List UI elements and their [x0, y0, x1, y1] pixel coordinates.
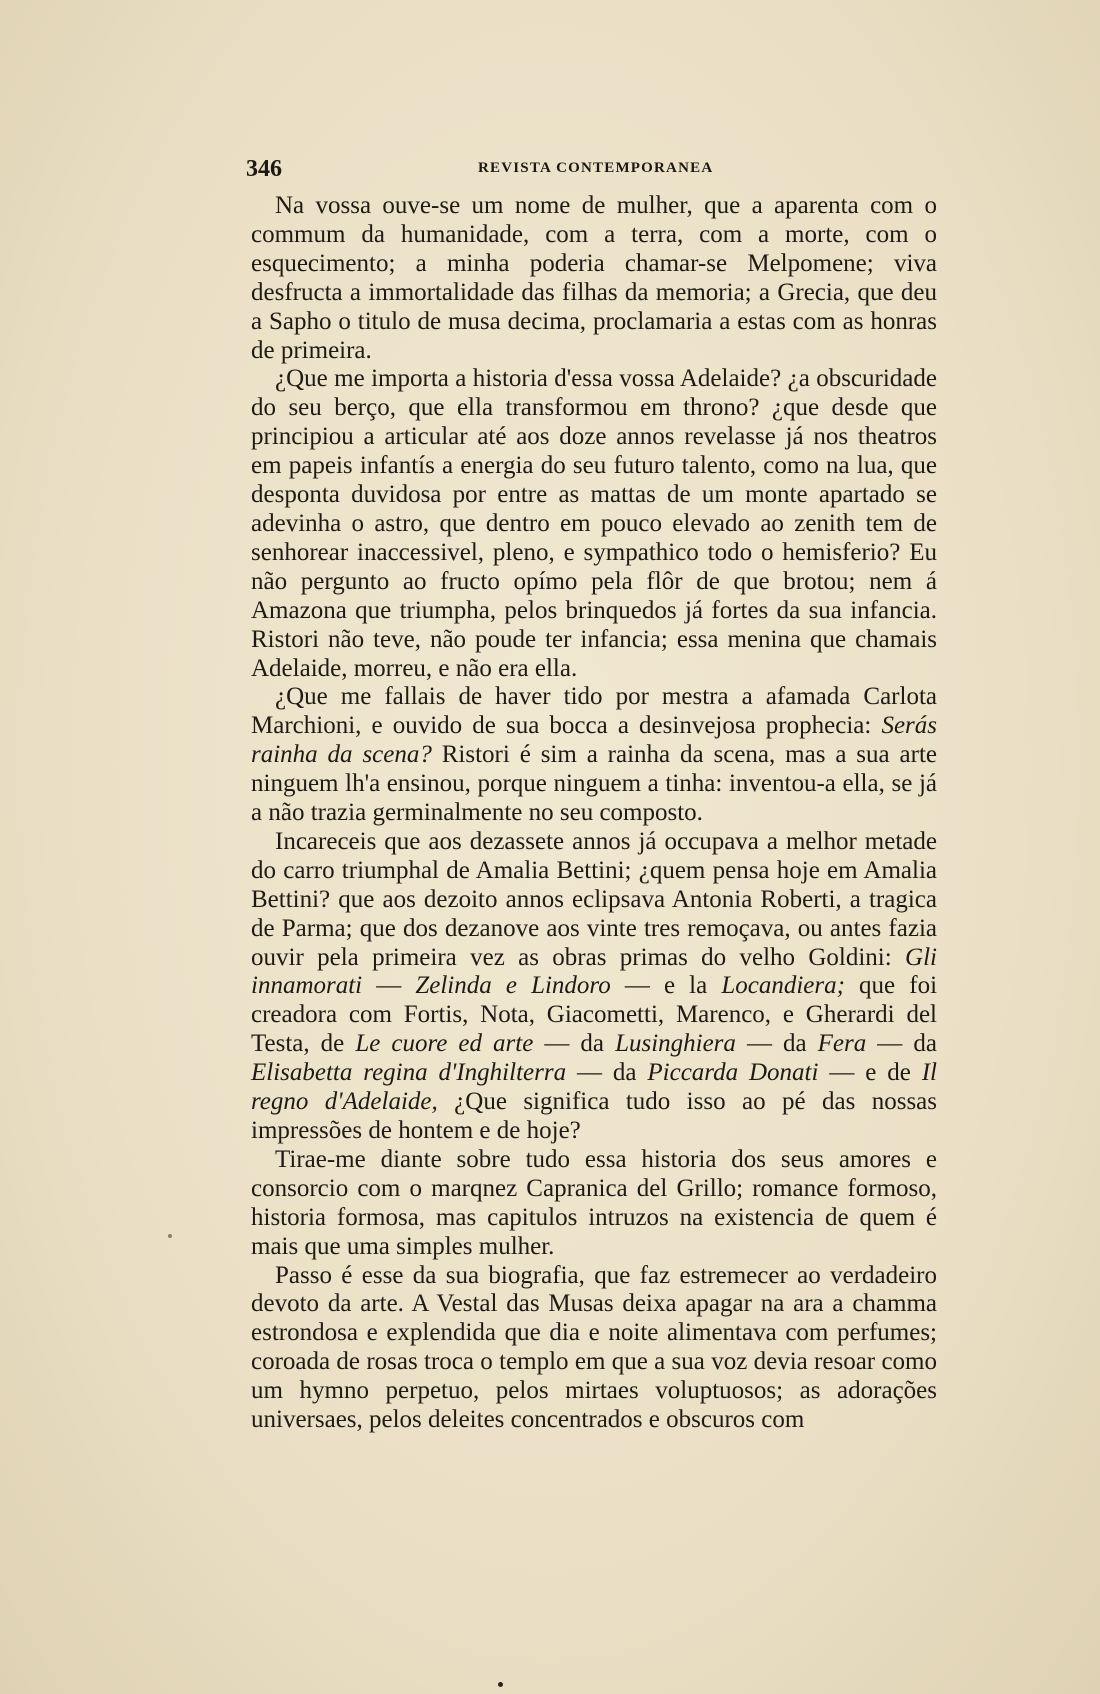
text-run: —	[362, 972, 416, 1000]
ink-speck	[498, 1682, 503, 1687]
text-run: ¿Que me importa a historia d'essa vossa Adelaide? ¿a obscuridade do seu berço, que ella transformou em throno? ¿que desde que principiou a articular até aos doze annos revelasse já nos theatros em papeis infantís a energia do seu futuro talento, como na lua, que desponta duvidosa por entre as mattas de um monte apartado se adevinha o astro, que dentro em pouco elevado ao zenith tem de senhorear inaccessivel, pleno, e sympathico todo o hemisferio? Eu não pergunto ao fructo opímo pela flôr de que brotou; nem á Amazona que triumpha, pelos brinquedos já fortes da sua infancia. Ristori não teve, não poude ter infancia; essa menina que chamais Adelaide, morreu, e não era ella.	[251, 365, 937, 682]
text-run: — da	[533, 1030, 616, 1058]
italic-title: Locandiera;	[721, 972, 845, 1000]
italic-title: Elisabetta regina d'Inghilterra	[251, 1059, 567, 1087]
text-run: Tirae-me diante sobre tudo essa historia dos seus amores e consorcio com o marqnez Capranica del Grillo; romance formoso, historia formosa, mas capitulos intruzos na existencia de quem é mais que uma simples mulher.	[251, 1145, 937, 1260]
page-number: 346	[246, 156, 282, 182]
text-run: Na vossa ouve-se um nome de mulher, que a aparenta com o commum da humanidade, com a terra, com a morte, com o esquecimento; a minha poderia chamar-se Melpomene; viva desfructa a immortalidade das filhas da memoria; a Grecia, que deu a Sapho o titulo de musa decima, proclamaria a estas com as honras de primeira.	[251, 192, 937, 364]
text-run: ¿Que me fallais de haver tido por mestra a afamada Carlota Marchioni, e ouvido de sua bocca a desinvejosa prophecia:	[251, 683, 937, 740]
text-run: — da	[735, 1030, 818, 1058]
ink-speck	[168, 1234, 172, 1238]
italic-title: Piccarda Donati	[647, 1059, 819, 1087]
italic-title: Zelinda e Lindoro	[415, 972, 611, 1000]
text-run: — e la	[610, 972, 722, 1000]
paragraph	[251, 1262, 937, 1435]
italic-title: Gli innamorati	[251, 943, 937, 1000]
italic-title: Il regno d'Adelaide,	[251, 1059, 937, 1116]
italic-title: Lusinghiera	[615, 1030, 736, 1058]
text-run: — da	[566, 1059, 648, 1087]
text-run: que foi creadora com Fortis, Nota, Giacometti, Marenco, e Gherardi del Testa, de	[251, 972, 938, 1058]
text-run: ¿Que significa tudo isso ao pé das nossas impressões de hontem e de hoje?	[251, 1088, 937, 1144]
paragraph	[251, 683, 937, 828]
body-text	[251, 192, 937, 1435]
italic-title: Serás rainha da scena?	[251, 712, 937, 769]
running-head: REVISTA CONTEMPORANEA	[478, 160, 714, 176]
text-run: Passo é esse da sua biografia, que faz estremecer ao verdadeiro devoto da arte. A Vestal das Musas deixa apagar na ara a chamma estrondosa e explendida que dia e noite alimentava com perfumes; coroada de rosas troca o templo em que a sua voz devia resoar como um hymno perpetuo, pelos mirtaes voluptuosos; as adorações universaes, pelos deleites concentrados e obscuros com	[251, 1261, 937, 1434]
paragraph	[251, 1146, 937, 1262]
italic-title: Fera	[817, 1030, 867, 1058]
text-run: — da	[866, 1030, 937, 1058]
paragraph	[251, 192, 937, 365]
text-run: Incareceis que aos dezassete annos já occupava a melhor metade do carro triumphal de Amalia Bettini; ¿quem pensa hoje em Amalia Bettini? que aos dezoito annos eclipsava Antonia Roberti, a tragica de Parma; que dos dezanove aos vinte tres remoçava, ou antes fazia ouvir pela primeira vez as obras primas do velho Goldini:	[251, 827, 937, 971]
page-header	[246, 150, 946, 184]
text-run: — e de	[818, 1059, 922, 1087]
paragraph	[251, 828, 937, 1146]
text-run: Ristori é sim a rainha da scena, mas a sua arte ninguem lh'a ensinou, porque ninguem a tinha: inventou-a ella, se já a não trazia germinalmente no seu composto.	[251, 741, 937, 827]
italic-title: Le cuore ed arte	[355, 1030, 534, 1058]
paragraph	[251, 365, 937, 683]
